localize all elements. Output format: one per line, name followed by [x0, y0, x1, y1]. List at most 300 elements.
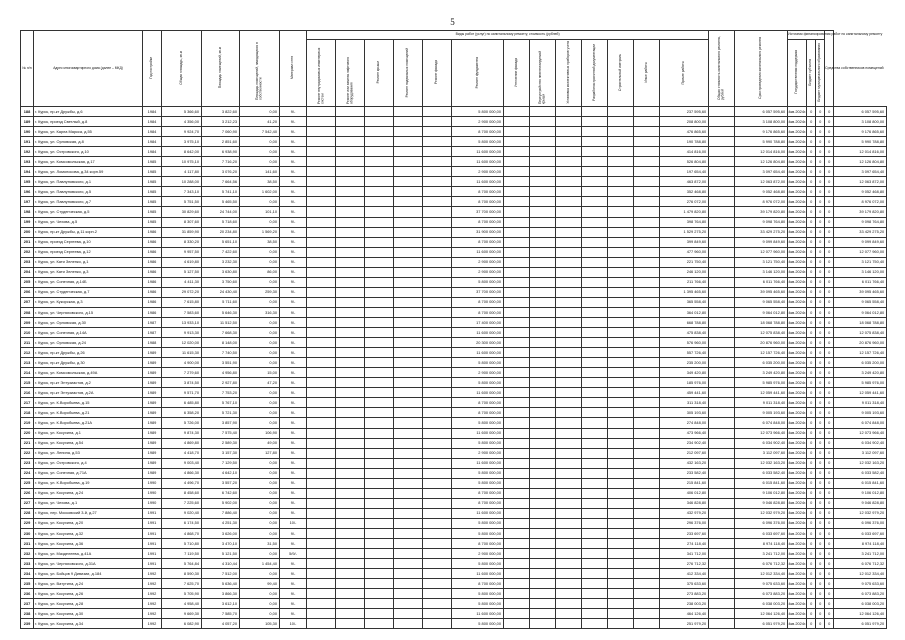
cell-own: 12 073 966,40 — [834, 428, 887, 438]
cell-w: 9/- — [280, 378, 307, 388]
cell-a: 0 — [807, 247, 816, 257]
cell-empty — [504, 448, 530, 458]
cell-term: 4кв.2024г. — [788, 177, 807, 187]
cell-empty — [530, 147, 556, 157]
cell-l: 7 753,20 — [202, 388, 240, 398]
cell-empty — [556, 609, 582, 619]
cell-term: 4кв.2024г. — [788, 508, 807, 518]
cell-empty — [530, 127, 556, 137]
cell-empty — [530, 549, 556, 559]
cell-addr: г. Курск, ул. Карла Маркса, д.55 — [34, 127, 143, 137]
cell-term: 4кв.2024г. — [788, 317, 807, 327]
cell-empty — [608, 418, 634, 428]
cell-w: 9/- — [280, 217, 307, 227]
cell-year: 1987 — [143, 317, 162, 327]
cell-n: 202 — [21, 247, 34, 257]
cell-own: 6 035 200,00 — [834, 358, 887, 368]
cell-empty — [365, 277, 394, 287]
cell-empty — [556, 408, 582, 418]
cell-w: 9/- — [280, 589, 307, 599]
cell-empty — [608, 267, 634, 277]
cell-proj: 276 712,32 — [660, 559, 709, 569]
cell-empty — [530, 528, 556, 538]
cell-empty — [556, 418, 582, 428]
cell-empty — [336, 297, 365, 307]
cell-nl: 0,00 — [240, 338, 280, 348]
cell-empty — [556, 328, 582, 338]
cell-empty — [365, 338, 394, 348]
cell-empty — [307, 579, 336, 589]
cell-c: 0 — [825, 498, 834, 508]
cell-empty — [556, 237, 582, 247]
cell-nl: 7 542,40 — [240, 127, 280, 137]
cell-a: 0 — [807, 468, 816, 478]
cell-term: 4кв.2024г. — [788, 408, 807, 418]
cell-empty — [394, 569, 423, 579]
cell-empty — [365, 508, 394, 518]
cell-nl: 47,20 — [240, 378, 280, 388]
cell-empty — [423, 408, 452, 418]
cell-empty — [634, 589, 660, 599]
header-work-col: Ремонт фасада — [423, 40, 452, 107]
table-row — [21, 569, 887, 579]
cell-term: 4кв.2024г. — [788, 277, 807, 287]
cell-own: 6 033 697,60 — [834, 528, 887, 538]
cell-nl: 0,00 — [240, 348, 280, 358]
cell-empty — [423, 478, 452, 488]
cell-w: 9/- — [280, 297, 307, 307]
cell-empty — [556, 458, 582, 468]
cell-empty — [582, 609, 608, 619]
cell-empty — [336, 448, 365, 458]
cell-b: 0 — [816, 508, 825, 518]
cell-addr: г. Курск, проезд Сергеева, д.12 — [34, 247, 143, 257]
cell-year: 1984 — [143, 127, 162, 137]
cell-empty — [394, 277, 423, 287]
cell-s: 7 583,60 — [162, 307, 202, 317]
table-row — [21, 297, 887, 307]
cell-empty — [423, 297, 452, 307]
cell-empty — [709, 317, 735, 327]
cell-empty — [307, 217, 336, 227]
cell-empty — [530, 338, 556, 348]
table-row — [21, 307, 887, 317]
cell-n: 189 — [21, 117, 34, 127]
table-row — [21, 207, 887, 217]
cell-term: 4кв.2024г. — [788, 197, 807, 207]
cell-l: 3 612,10 — [202, 599, 240, 609]
cell-term: 4кв.2024г. — [788, 187, 807, 197]
cell-empty — [504, 127, 530, 137]
cell-a: 0 — [807, 328, 816, 338]
table-row — [21, 147, 887, 157]
cell-n: 221 — [21, 438, 34, 448]
cell-empty — [530, 478, 556, 488]
cell-b: 0 — [816, 418, 825, 428]
cell-empty — [336, 317, 365, 327]
cell-addr: г. Курск, ул. Косухина, д.26 — [34, 589, 143, 599]
cell-c: 0 — [825, 528, 834, 538]
cell-total: 9 176 865,60 — [735, 127, 788, 137]
cell-empty — [634, 277, 660, 287]
cell-w: 9/- — [280, 197, 307, 207]
cell-proj: 233 697,60 — [660, 528, 709, 538]
cell-empty — [634, 217, 660, 227]
cell-n: 201 — [21, 237, 34, 247]
cell-empty — [365, 599, 394, 609]
cell-own: 12 032 979,20 — [834, 508, 887, 518]
cell-c: 0 — [825, 307, 834, 317]
cell-empty — [608, 549, 634, 559]
cell-roof: 11 600 000,00 — [452, 147, 504, 157]
cell-roof: 11 600 000,00 — [452, 428, 504, 438]
cell-l: 11 512,50 — [202, 317, 240, 327]
cell-empty — [365, 197, 394, 207]
cell-empty — [394, 267, 423, 277]
cell-n: 193 — [21, 157, 34, 167]
cell-n: 192 — [21, 147, 34, 157]
header-work-col: Ремонт фундамента — [452, 40, 504, 107]
cell-empty — [582, 508, 608, 518]
cell-nl: 0,00 — [240, 589, 280, 599]
cell-empty — [634, 207, 660, 217]
cell-empty — [504, 368, 530, 378]
cell-empty — [709, 117, 735, 127]
cell-empty — [365, 157, 394, 167]
cell-empty — [394, 589, 423, 599]
cell-a: 0 — [807, 348, 816, 358]
cell-empty — [556, 277, 582, 287]
cell-own: 12 032 163,20 — [834, 458, 887, 468]
table-row — [21, 378, 887, 388]
cell-b: 0 — [816, 408, 825, 418]
cell-s: 9 913,30 — [162, 328, 202, 338]
cell-proj: 251 979,20 — [660, 619, 709, 629]
cell-s: 12 020,00 — [162, 338, 202, 348]
cell-empty — [709, 207, 735, 217]
cell-addr: г. Курск, ул. Островского, д.10 — [34, 147, 143, 157]
cell-empty — [307, 458, 336, 468]
cell-empty — [709, 217, 735, 227]
cell-empty — [394, 549, 423, 559]
cell-b: 0 — [816, 297, 825, 307]
cell-roof: 8 700 000,00 — [452, 498, 504, 508]
cell-nl: 0,00 — [240, 599, 280, 609]
cell-addr: г. Курск, ул. Студенческая, д.7 — [34, 287, 143, 297]
cell-s: 4 958,40 — [162, 599, 202, 609]
cell-empty — [530, 378, 556, 388]
cell-nl: 38,50 — [240, 237, 280, 247]
cell-l: 7 668,30 — [202, 328, 240, 338]
cell-empty — [307, 368, 336, 378]
cell-empty — [709, 388, 735, 398]
header-total-area: Общая площадь, кв.м — [162, 31, 202, 107]
cell-n: 236 — [21, 589, 34, 599]
cell-s: 10 288,00 — [162, 177, 202, 187]
cell-a: 0 — [807, 117, 816, 127]
cell-empty — [608, 358, 634, 368]
cell-s: 3 874,50 — [162, 378, 202, 388]
cell-roof: 11 600 000,00 — [452, 458, 504, 468]
cell-empty — [365, 127, 394, 137]
cell-empty — [530, 539, 556, 549]
cell-w: 10/- — [280, 518, 307, 528]
cell-a: 0 — [807, 197, 816, 207]
cell-empty — [307, 297, 336, 307]
cell-b: 0 — [816, 569, 825, 579]
cell-roof: 17 400 000,00 — [452, 317, 504, 327]
cell-empty — [504, 267, 530, 277]
cell-proj: 1 529 275,20 — [660, 227, 709, 237]
cell-empty — [608, 207, 634, 217]
cell-year: 1991 — [143, 549, 162, 559]
cell-empty — [556, 549, 582, 559]
cell-year: 1986 — [143, 237, 162, 247]
cell-empty — [530, 408, 556, 418]
cell-s: 5 764,84 — [162, 559, 202, 569]
cell-empty — [423, 438, 452, 448]
cell-roof: 11 600 000,00 — [452, 569, 504, 579]
cell-empty — [423, 187, 452, 197]
cell-empty — [530, 307, 556, 317]
cell-empty — [336, 589, 365, 599]
cell-empty — [504, 247, 530, 257]
cell-empty — [504, 559, 530, 569]
cell-empty — [504, 237, 530, 247]
cell-own: 9 106 012,80 — [834, 488, 887, 498]
cell-c: 0 — [825, 619, 834, 629]
cell-empty — [634, 518, 660, 528]
cell-empty — [634, 549, 660, 559]
header-year: Год постройки — [143, 31, 162, 107]
cell-n: 219 — [21, 418, 34, 428]
cell-addr: г. Курск, ул. Косухина, д.30 — [34, 609, 143, 619]
table-body — [21, 107, 887, 629]
cell-n: 237 — [21, 599, 34, 609]
cell-c: 0 — [825, 207, 834, 217]
cell-empty — [582, 539, 608, 549]
cell-empty — [504, 187, 530, 197]
cell-own: 9 099 849,60 — [834, 237, 887, 247]
cell-year: 1989 — [143, 378, 162, 388]
table-row — [21, 579, 887, 589]
cell-empty — [307, 589, 336, 599]
cell-empty — [504, 508, 530, 518]
table-row — [21, 338, 887, 348]
cell-empty — [504, 217, 530, 227]
cell-empty — [634, 418, 660, 428]
cell-empty — [394, 157, 423, 167]
cell-empty — [423, 388, 452, 398]
cell-l: 4 642,10 — [202, 468, 240, 478]
cell-empty — [709, 508, 735, 518]
cell-empty — [307, 137, 336, 147]
cell-empty — [634, 317, 660, 327]
cell-year: 1989 — [143, 368, 162, 378]
cell-year: 1989 — [143, 428, 162, 438]
cell-s: 9 957,50 — [162, 247, 202, 257]
cell-term: 4кв.2024г. — [788, 207, 807, 217]
cell-proj: 190 788,80 — [660, 137, 709, 147]
cell-b: 0 — [816, 518, 825, 528]
cell-nl: 0,00 — [240, 418, 280, 428]
cell-total: 12 032 163,20 — [735, 458, 788, 468]
cell-nl: 1 569,20 — [240, 227, 280, 237]
cell-s: 5 710,80 — [162, 539, 202, 549]
cell-a: 0 — [807, 307, 816, 317]
cell-s: 9 924,70 — [162, 127, 202, 137]
cell-w: 9/- — [280, 338, 307, 348]
cell-addr: г. Курск, пр-кт Дружбы, д.6 — [34, 107, 143, 117]
cell-term: 4кв.2024г. — [788, 237, 807, 247]
cell-empty — [394, 388, 423, 398]
cell-roof: 8 700 000,00 — [452, 237, 504, 247]
cell-empty — [530, 317, 556, 327]
cell-empty — [307, 187, 336, 197]
cell-nl: 0,00 — [240, 549, 280, 559]
cell-empty — [423, 428, 452, 438]
table-row — [21, 127, 887, 137]
cell-empty — [556, 297, 582, 307]
cell-empty — [709, 579, 735, 589]
cell-a: 0 — [807, 488, 816, 498]
cell-empty — [556, 619, 582, 629]
cell-b: 0 — [816, 207, 825, 217]
cell-empty — [556, 559, 582, 569]
cell-empty — [582, 368, 608, 378]
cell-s: 4 900,00 — [162, 358, 202, 368]
cell-s: 8 458,60 — [162, 488, 202, 498]
cell-empty — [530, 257, 556, 267]
cell-year: 1989 — [143, 358, 162, 368]
cell-w: 9/- — [280, 227, 307, 237]
cell-c: 0 — [825, 549, 834, 559]
cell-proj: 476 865,60 — [660, 127, 709, 137]
cell-b: 0 — [816, 147, 825, 157]
table-row — [21, 177, 887, 187]
cell-b: 0 — [816, 448, 825, 458]
cell-total: 9 011 318,40 — [735, 398, 788, 408]
cell-empty — [556, 348, 582, 358]
cell-empty — [582, 287, 608, 297]
cell-empty — [634, 137, 660, 147]
cell-l: 7 422,60 — [202, 247, 240, 257]
cell-empty — [556, 368, 582, 378]
cell-empty — [634, 237, 660, 247]
cell-empty — [307, 317, 336, 327]
cell-empty — [423, 147, 452, 157]
cell-year: 1992 — [143, 609, 162, 619]
cell-empty — [556, 569, 582, 579]
cell-empty — [336, 619, 365, 629]
cell-empty — [556, 227, 582, 237]
cell-l: 3 857,90 — [202, 418, 240, 428]
cell-empty — [530, 137, 556, 147]
cell-empty — [394, 368, 423, 378]
cell-empty — [556, 528, 582, 538]
cell-b: 0 — [816, 197, 825, 207]
cell-empty — [709, 559, 735, 569]
cell-year: 1989 — [143, 458, 162, 468]
cell-empty — [634, 609, 660, 619]
cell-empty — [530, 207, 556, 217]
cell-empty — [709, 599, 735, 609]
cell-empty — [336, 187, 365, 197]
cell-year: 1990 — [143, 478, 162, 488]
cell-c: 0 — [825, 448, 834, 458]
cell-c: 0 — [825, 107, 834, 117]
cell-empty — [608, 117, 634, 127]
cell-empty — [582, 378, 608, 388]
cell-c: 0 — [825, 257, 834, 267]
cell-addr: г. Курск, ул. Орловская, д.8 — [34, 137, 143, 147]
cell-empty — [556, 488, 582, 498]
cell-own: 5 985 976,00 — [834, 378, 887, 388]
cell-empty — [423, 609, 452, 619]
cell-total: 6 033 582,40 — [735, 468, 788, 478]
cell-roof: 11 600 000,00 — [452, 157, 504, 167]
cell-roof: 8 700 000,00 — [452, 398, 504, 408]
cell-empty — [530, 107, 556, 117]
cell-empty — [709, 589, 735, 599]
cell-a: 0 — [807, 157, 816, 167]
cell-empty — [504, 177, 530, 187]
cell-nl: 0,00 — [240, 157, 280, 167]
cell-year: 1991 — [143, 528, 162, 538]
cell-addr: г. Курск, ул. Кукорская, д.3 — [34, 297, 143, 307]
cell-own: 12 064 126,40 — [834, 609, 887, 619]
cell-nl: 101,10 — [240, 207, 280, 217]
cell-proj: 296 376,00 — [660, 518, 709, 528]
cell-empty — [634, 127, 660, 137]
cell-s: 5 726,00 — [162, 418, 202, 428]
cell-c: 0 — [825, 297, 834, 307]
cell-empty — [394, 328, 423, 338]
cell-proj: 557 726,40 — [660, 348, 709, 358]
cell-empty — [634, 107, 660, 117]
cell-empty — [336, 127, 365, 137]
cell-year: 1990 — [143, 498, 162, 508]
cell-own: 9 098 764,80 — [834, 217, 887, 227]
cell-empty — [530, 247, 556, 257]
cell-year: 1988 — [143, 338, 162, 348]
cell-empty — [709, 257, 735, 267]
cell-empty — [709, 137, 735, 147]
cell-roof: 8 700 000,00 — [452, 579, 504, 589]
cell-empty — [608, 609, 634, 619]
cell-s: 3 975,10 — [162, 137, 202, 147]
cell-empty — [530, 448, 556, 458]
cell-c: 0 — [825, 117, 834, 127]
cell-empty — [582, 488, 608, 498]
cell-own: 33 429 275,20 — [834, 227, 887, 237]
cell-l: 5 646,30 — [202, 307, 240, 317]
cell-w: 9/- — [280, 187, 307, 197]
cell-roof: 5 800 000,00 — [452, 559, 504, 569]
cell-l: 7 575,40 — [202, 428, 240, 438]
cell-roof: 11 600 000,00 — [452, 609, 504, 619]
cell-n: 235 — [21, 579, 34, 589]
cell-empty — [608, 147, 634, 157]
table-row — [21, 247, 887, 257]
cell-empty — [394, 137, 423, 147]
cell-empty — [530, 498, 556, 508]
cell-a: 0 — [807, 609, 816, 619]
cell-total: 9 052 468,80 — [735, 187, 788, 197]
cell-empty — [530, 358, 556, 368]
cell-empty — [504, 478, 530, 488]
cell-c: 0 — [825, 609, 834, 619]
